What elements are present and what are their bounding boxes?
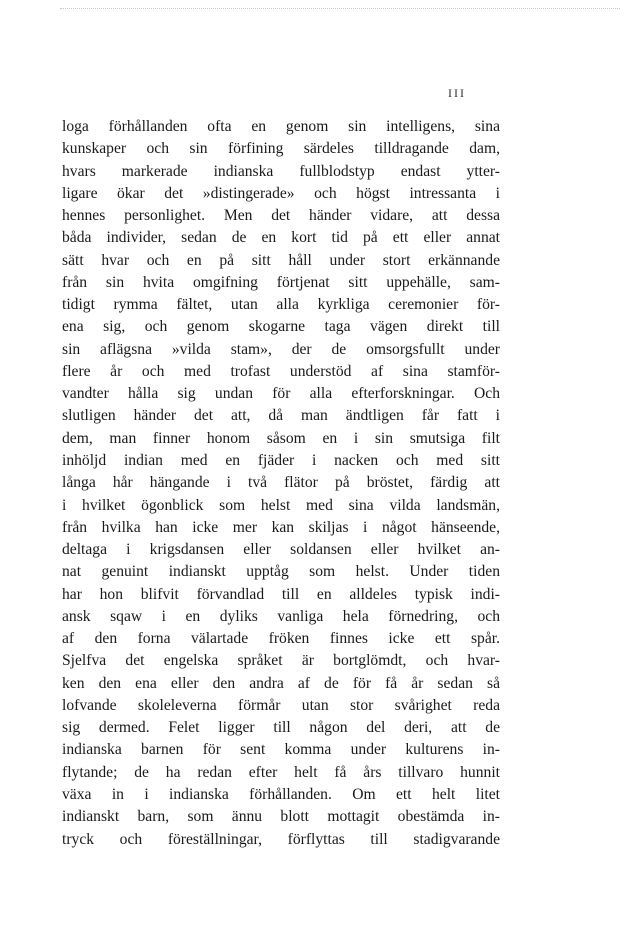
text-line: deltaga i krigsdansen eller soldansen eller hvilket an- (62, 541, 500, 559)
text-line: tidigt rymma fältet, utan alla kyrkliga ceremonier för- (62, 296, 500, 314)
text-line: slutligen händer det att, då man ändtligen får fatt i (62, 407, 500, 425)
text-line: kunskaper och sin förfining särdeles tilldragande dam, (62, 140, 500, 158)
text-line: sig dermed. Felet ligger till någon del deri, att de (62, 719, 500, 737)
text-line: af den forna välartade fröken finnes icke ett spår. (62, 630, 500, 648)
text-line: i hvilket ögonblick som helst med sina vilda landsmän, (62, 496, 500, 514)
text-line: ken den ena eller den andra af de för få år sedan så (62, 674, 500, 692)
text-line: hennes personlighet. Men det händer vidare, att dessa (62, 207, 500, 225)
text-line: från sin hvita omgifning förtjenat sitt uppehälle, sam- (62, 273, 500, 291)
text-line: växa in i indianska förhållanden. Om ett helt litet (62, 785, 500, 803)
text-line: tryck och föreställningar, förflyttas till stadigvarande (62, 830, 500, 848)
text-line: flere år och med trofast understöd af sina stamför- (62, 362, 500, 380)
text-line: indianskt barn, som ännu blott mottagit obestämda in- (62, 808, 500, 826)
text-line: loga förhållanden ofta en genom sin intelligens, sina (62, 118, 500, 135)
text-line: flytande; de ha redan efter helt få års tillvaro hunnit (62, 763, 500, 781)
text-line: har hon blifvit förvandlad till en alldeles typisk indi- (62, 585, 500, 603)
body-text (62, 116, 500, 851)
text-line: Sjelfva det engelska språket är bortglömdt, och hvar- (62, 652, 500, 670)
text-line: ligare ökar det »distingerade» och högst intressanta i (62, 184, 500, 202)
text-line: sin aflägsna »vilda stam», der de omsorgsfullt under (62, 340, 500, 358)
text-line: inhöljd indian med en fjäder i nacken och med sitt (62, 451, 500, 469)
text-line: från hvilka han icke mer kan skiljas i något hänseende, (62, 518, 500, 536)
page-edge-rule (60, 8, 620, 9)
text-line: vandter hålla sig undan för alla efterforskningar. Och (62, 385, 500, 403)
page-number: III (448, 86, 466, 100)
text-line: ansk sqaw i en dyliks vanliga hela förnedring, och (62, 607, 500, 625)
text-line: indianska barnen för sent komma under kulturens in- (62, 741, 500, 759)
text-line: hvars markerade indianska fullblodstyp endast ytter- (62, 162, 500, 180)
text-line: lofvande skoleleverna förmår utan stor svårighet reda (62, 696, 500, 714)
text-line: båda individer, sedan de en kort tid på ett eller annat (62, 229, 500, 247)
text-line: långa hår hängande i två flätor på bröstet, färdig att (62, 474, 500, 492)
text-line: nat genuint indianskt upptåg som helst. Under tiden (62, 563, 500, 581)
text-line: ena sig, och genom skogarne taga vägen direkt till (62, 318, 500, 336)
text-line: dem, man finner honom såsom en i sin smutsiga filt (62, 429, 500, 447)
text-line: sätt hvar och en på sitt håll under stort erkännande (62, 251, 500, 269)
